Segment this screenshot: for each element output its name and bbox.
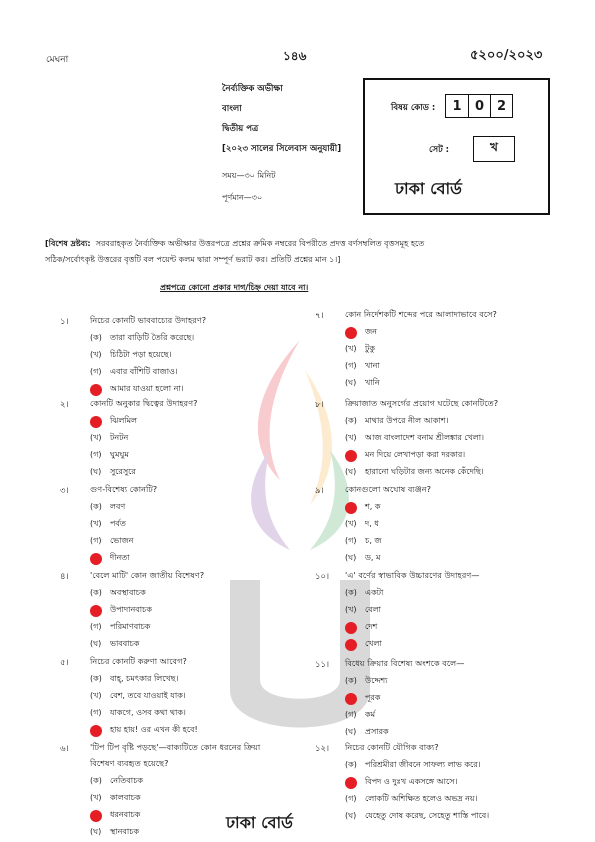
answer-option[interactable] (345, 692, 380, 705)
code-digit: 1 (452, 98, 462, 114)
option-label: (খ) (345, 605, 357, 614)
question-number: ৮। (315, 400, 324, 410)
answer-option[interactable] (90, 449, 129, 462)
option-text: আমার যাওয়া হলো না। (110, 384, 184, 393)
option-label: (ক) (345, 588, 357, 597)
answer-option[interactable] (345, 621, 377, 634)
option-label: (ঘ) (90, 467, 102, 476)
option-text: টনটন (110, 433, 129, 442)
notice-line-1: সরবরাহকৃত নৈর্ব্যক্তিক অভীক্ষার উত্তরপত্রে প্রশ্নের ক্রমিক নম্বরের বিপরীতে প্রদত্ত বর্ণসম্বলিত বৃত্তসমূহ হতে (95, 239, 425, 248)
question-text: কোনগুলো অঘোষ ব্যঞ্জন? (345, 484, 432, 494)
option-text: পূরক (365, 693, 381, 702)
option-text: অবস্থাবাচক (110, 588, 146, 597)
filled-circle-icon (90, 810, 102, 822)
filled-circle-icon (90, 384, 102, 396)
option-text: সুরেসুরে (110, 467, 136, 476)
filled-circle-icon (90, 553, 102, 565)
filled-circle-icon (345, 777, 357, 789)
filled-circle-icon (90, 725, 102, 737)
answer-option[interactable] (90, 518, 126, 531)
option-text: খানা (365, 361, 380, 370)
option-text: আজ বাংলাদেশ বনাম শ্রীলঙ্কার খেলা। (365, 433, 484, 442)
answer-option[interactable] (345, 776, 457, 789)
subject-code-box (363, 78, 550, 215)
answer-option[interactable] (345, 466, 484, 479)
option-text: মন দিয়ে লেখাপড়া করা দরকার। (365, 450, 466, 459)
option-label: (ঘ) (345, 378, 357, 387)
answer-option[interactable] (345, 449, 465, 462)
exam-type: নৈর্ব্যক্তিক অভীক্ষা (222, 84, 283, 94)
question-text: বিধেয় ক্রিয়ার বিশেষ্য অংশকে বলে— (345, 658, 465, 668)
filled-circle-icon (345, 327, 357, 339)
option-label: (গ) (90, 536, 102, 545)
option-label: (ঘ) (345, 553, 357, 562)
option-text: পরিমাণবাচক (110, 622, 151, 631)
answer-option[interactable] (345, 535, 382, 548)
answer-option[interactable] (90, 690, 186, 703)
option-label: (খ) (90, 691, 102, 700)
option-text: তারা বাড়িটি তৈরি করেছে। (110, 333, 195, 342)
filled-circle-icon (90, 416, 102, 428)
answer-option[interactable] (90, 792, 141, 805)
answer-option[interactable] (90, 383, 184, 396)
subject-code-label: বিষয় কোড : (391, 103, 436, 113)
option-text: ভাববাচক (110, 639, 140, 648)
option-text: বাহ্, চমৎকার লিখেছ। (110, 674, 179, 683)
answer-option[interactable] (345, 793, 478, 806)
option-label: (ঘ) (345, 727, 357, 736)
filled-circle-icon (345, 639, 357, 651)
option-text: লোকটি অশিক্ষিত হলেও অভদ্র নয়। (365, 794, 478, 803)
answer-option[interactable] (345, 810, 489, 823)
option-text: প্রসারক (365, 727, 389, 736)
option-text: ভোজন (110, 536, 134, 545)
exam-marks: পূর্ণমান—৩০ (222, 193, 263, 202)
answer-option[interactable] (90, 775, 143, 788)
option-text: মাথার উপরে নীল আকাশ। (365, 416, 449, 425)
option-text: হায় হায়! ওর এখন কী হবে! (110, 725, 198, 734)
answer-option[interactable] (345, 587, 383, 600)
answer-option[interactable] (90, 552, 130, 565)
answer-option[interactable] (90, 707, 186, 720)
answer-option[interactable] (345, 675, 387, 688)
option-label: (ক) (345, 676, 357, 685)
option-label: (খ) (345, 344, 357, 353)
answer-option[interactable] (345, 415, 448, 428)
option-label: (খ) (345, 433, 357, 442)
answer-option[interactable] (90, 587, 146, 600)
question-text: নিচের কোনটি যৌগিক বাক্য? (345, 742, 439, 752)
option-text: খানি (365, 378, 380, 387)
option-text: কর্ম (365, 710, 376, 719)
answer-option[interactable] (90, 501, 125, 514)
option-label: (গ) (90, 450, 102, 459)
filled-circle-icon (345, 502, 357, 514)
option-label: (গ) (90, 708, 102, 717)
answer-option[interactable] (90, 466, 136, 479)
answer-option[interactable] (90, 366, 178, 379)
code-digit: 0 (468, 95, 490, 117)
subject-code-cells (445, 94, 513, 118)
option-text: ধরনবাচক (110, 810, 141, 819)
question-text: কোন নির্দেশকটি শব্দের পরে আলাদাভাবে বসে? (345, 309, 497, 319)
option-label: (গ) (90, 622, 102, 631)
warning-text: প্রশ্নপত্রে কোনো প্রকার দাগ/চিহ্ন দেয়া যাবে না। (160, 283, 309, 292)
option-label: (ঘ) (90, 639, 102, 648)
question-text: 'এ' বর্ণের স্বাভাবিক উচ্চারণের উদাহরণ— (345, 570, 480, 580)
set-label: সেট : (429, 145, 450, 155)
option-label: (ক) (90, 333, 102, 342)
answer-option[interactable] (90, 332, 194, 345)
answer-option[interactable] (90, 432, 128, 445)
option-label: (খ) (345, 519, 357, 528)
option-text: চ, জ (365, 536, 382, 545)
option-label: (ক) (345, 416, 357, 425)
option-label: (গ) (345, 536, 357, 545)
answer-option[interactable] (345, 360, 380, 373)
option-text: চিঠিটা পড়া হয়েছে। (110, 350, 172, 359)
answer-option[interactable] (345, 377, 380, 390)
filled-circle-icon (345, 450, 357, 462)
question-text: 'টিপ টিপ বৃষ্টি পড়ছে'—বাক্যটিতে কোন ধরনের ক্রিয়া (90, 742, 261, 752)
option-label: (খ) (90, 519, 102, 528)
question-number: ১। (60, 317, 69, 327)
question-text: 'বেলে মাটি' কোন জাতীয় বিশেষণ? (90, 570, 205, 580)
option-text: বেশ, তবে যাওয়াই যাক। (110, 691, 186, 700)
header-left: মেঘনা (46, 55, 69, 65)
set-value: খ (473, 136, 515, 162)
question-text-cont: বিশেষণ ব্যবহৃত হয়েছে? (90, 758, 169, 768)
option-text: নেতিবাচক (110, 776, 143, 785)
option-label: (ঘ) (345, 467, 357, 476)
option-label: (ক) (90, 588, 102, 597)
option-text: কালবাচক (110, 793, 141, 802)
question-text: নিচের কোনটি ভাববাচ্যের উদাহরণ? (90, 315, 207, 325)
answer-option[interactable] (90, 638, 139, 651)
question-number: ১১। (315, 660, 330, 670)
question-number: ১২। (315, 744, 330, 754)
answer-option[interactable] (345, 638, 382, 651)
option-text: উপাদানবাচক (110, 605, 152, 614)
notice-block (45, 236, 555, 268)
question-number: ৫। (60, 658, 69, 668)
answer-option[interactable] (90, 415, 137, 428)
option-text: ড, ম (365, 553, 381, 562)
option-text: খেলা (365, 639, 382, 648)
option-text: জন (365, 327, 377, 336)
option-text: ঝিলমিল (110, 416, 137, 425)
answer-option[interactable] (90, 673, 178, 686)
answer-option[interactable] (345, 518, 379, 531)
option-text: যাকগে, ওসব কথা থাক। (110, 708, 186, 717)
board-name: ঢাকা বোর্ড (395, 179, 462, 198)
option-text: দেশ (365, 622, 378, 631)
answer-option[interactable] (345, 726, 389, 739)
answer-option[interactable] (345, 552, 380, 565)
answer-option[interactable] (90, 349, 171, 362)
header-page-number: ১৪৬ (283, 49, 307, 63)
header-code: ৫২০০/২০২৩ (470, 48, 543, 63)
filled-circle-icon (345, 622, 357, 634)
option-text: উদ্দেশ্য (365, 676, 388, 685)
option-text: দীনতা (110, 553, 130, 562)
answer-option[interactable] (90, 604, 152, 617)
question-number: ৬। (60, 744, 69, 754)
answer-option[interactable] (90, 724, 198, 737)
question-text: ক্রিয়াজাত অনুসর্গের প্রয়োগ ঘটেছে কোনটিতে? (345, 398, 499, 408)
option-text: দ, ধ (365, 519, 379, 528)
answer-option[interactable] (90, 535, 133, 548)
option-text: লবণ (110, 502, 126, 511)
answer-option[interactable] (90, 621, 150, 634)
option-label: (গ) (90, 367, 102, 376)
option-text: একটা (365, 588, 384, 597)
option-text: পর্বত (110, 519, 126, 528)
answer-option[interactable] (345, 343, 375, 356)
option-label: (গ) (345, 361, 357, 370)
option-text: হারানো ঘড়িটার জন্য অনেক কেঁদেছি। (365, 467, 484, 476)
answer-option[interactable] (345, 432, 484, 445)
option-label: (খ) (90, 433, 102, 442)
answer-option[interactable] (345, 501, 380, 514)
option-label: (ঘ) (345, 811, 357, 820)
footer-board: ঢাকা বোর্ড (226, 813, 293, 832)
question-number: ১০। (315, 572, 330, 582)
option-text: শ, ক (365, 502, 381, 511)
option-text: বেলা (365, 605, 381, 614)
question-number: ৯। (315, 486, 324, 496)
option-text: স্থানবাচক (110, 827, 140, 836)
answer-option[interactable] (345, 709, 375, 722)
option-label: (ঘ) (90, 827, 102, 836)
filled-circle-icon (345, 693, 357, 705)
answer-option[interactable] (345, 759, 481, 772)
option-text: বিপদ ও দুঃখ একসঙ্গে আসে। (365, 777, 458, 786)
question-text: কোনটি অনুকার দ্বিত্বের উদাহরণ? (90, 398, 198, 408)
option-label: (গ) (345, 794, 357, 803)
answer-option[interactable] (345, 604, 381, 617)
question-number: ৪। (60, 572, 69, 582)
answer-option[interactable] (345, 326, 377, 339)
exam-syllabus: [২০২৩ সালের সিলেবাস অনুযায়ী] (222, 144, 342, 154)
option-text: টুকু (365, 344, 375, 353)
question-number: ৭। (315, 311, 324, 321)
option-label: (ক) (90, 776, 102, 785)
notice-title: [বিশেষ দ্রষ্টব্য: (45, 239, 91, 248)
option-label: (গ) (345, 710, 357, 719)
question-number: ৩। (60, 486, 69, 496)
question-text: গুণ-বিশেষ্য কোনটি? (90, 484, 158, 494)
option-text: এবার বাঁশিটি বাজাও। (110, 367, 178, 376)
exam-subject: বাংলা (222, 104, 242, 114)
option-text: যেহেতু দোষ করেছ, সেহেতু শাস্তি পাবে। (365, 811, 490, 820)
exam-paper: দ্বিতীয় পত্র (222, 124, 259, 134)
code-digit: 2 (490, 95, 512, 117)
option-label: (ক) (345, 760, 357, 769)
option-text: ঘুমঘুম (110, 450, 129, 459)
filled-circle-icon (90, 605, 102, 617)
notice-line-2: সঠিক/সর্বোৎকৃষ্ট উত্তরের বৃত্তটি বল পয়েন্ট কলম দ্বারা সম্পূর্ণ ভরাট কর। প্রতিটি প্রশ্নের মান ১।] (45, 255, 341, 264)
answer-option[interactable] (90, 809, 140, 822)
answer-option[interactable] (90, 826, 139, 839)
option-label: (ক) (90, 674, 102, 683)
option-label: (খ) (90, 793, 102, 802)
option-label: (ক) (90, 502, 102, 511)
option-text: পরিশ্রমীরা জীবনে সাফল্য লাভ করে। (365, 760, 481, 769)
question-text: নিচের কোনটি করুণা আবেগ? (90, 656, 187, 666)
exam-time: সময়—৩০ মিনিট (222, 171, 276, 180)
option-label: (খ) (90, 350, 102, 359)
question-number: ২। (60, 400, 69, 410)
